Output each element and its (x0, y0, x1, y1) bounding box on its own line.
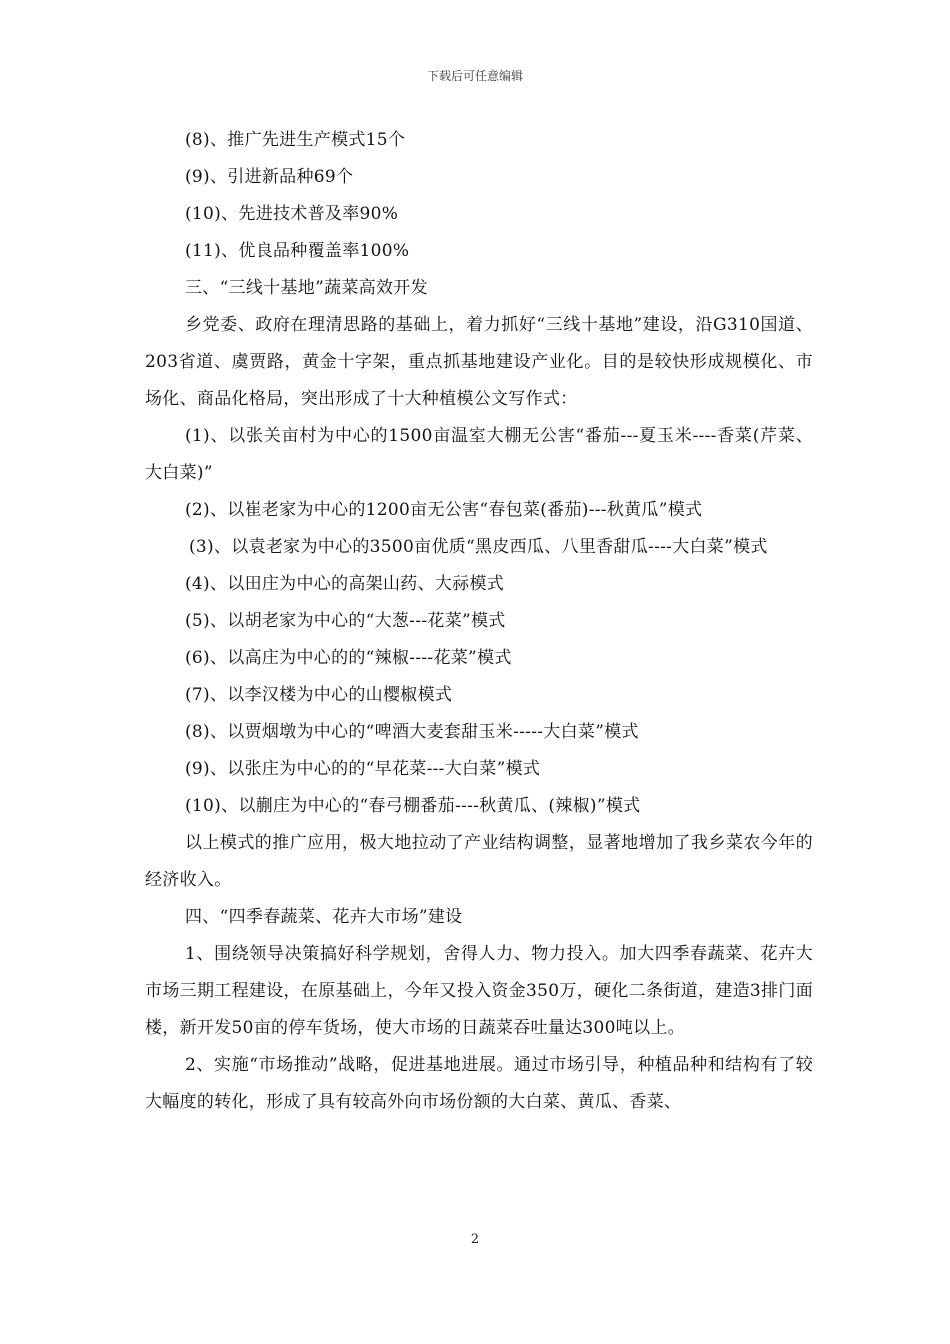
paragraph: 1、围绕领导决策搞好科学规划，舍得人力、物力投入。加大四季春蔬菜、花卉大市场三期工程建设，在原基础上，今年又投入资金350万，硬化二条街道，建造3排门面楼，新开发50亩的停车货场，使大市场的日蔬菜吞吐量达300吨以上。 (145, 944, 813, 1038)
paragraph: 以上模式的推广应用，极大地拉动了产业结构调整，显著地增加了我乡菜农今年的经济收入。 (145, 833, 813, 890)
paragraph: (6)、以高庄为中心的的“辣椒----花菜”模式 (185, 648, 512, 668)
paragraph: (5)、以胡老家为中心的“大葱---花菜”模式 (185, 611, 506, 631)
paragraph: (10)、先进技术普及率90% (185, 204, 399, 224)
paragraph: (10)、以蒯庄为中心的“春弓棚番茄----秋黄瓜、(辣椒)”模式 (185, 796, 641, 816)
paragraph: 乡党委、政府在理清思路的基础上，着力抓好“三线十基地”建设，沿G310国道、203省道、虞贾路，黄金十字架，重点抓基地建设产业化。目的是较快形成规模化、市场化、商品化格局，突出形成了十大种植模公文写作式： (145, 315, 813, 409)
document-body (145, 122, 813, 1121)
page-header-note: 下载后可任意编辑 (426, 69, 523, 83)
paragraph: 2、实施“市场推动”战略，促进基地进展。通过市场引导，种植品种和结构有了较大幅度的转化，形成了具有较高外向市场份额的大白菜、黄瓜、香菜、 (145, 1055, 813, 1112)
paragraph: (9)、以张庄为中心的的“早花菜---大白菜”模式 (185, 759, 541, 779)
paragraph: (3)、以袁老家为中心的3500亩优质“黑皮西瓜、八里香甜瓜----大白菜”模式 (189, 537, 768, 557)
paragraph: (8)、推广先进生产模式15个 (185, 130, 406, 150)
paragraph: (7)、以李汉楼为中心的山樱椒模式 (185, 685, 453, 705)
paragraph: (11)、优良品种覆盖率100% (185, 241, 410, 261)
paragraph: (9)、引进新品种69个 (185, 167, 354, 187)
section-heading: 三、“三线十基地”蔬菜高效开发 (185, 278, 428, 298)
section-heading: 四、“四季春蔬菜、花卉大市场”建设 (185, 907, 463, 927)
paragraph: (2)、以崔老家为中心的1200亩无公害“春包菜(番茄)---秋黄瓜”模式 (185, 500, 703, 520)
paragraph: (1)、以张关亩村为中心的1500亩温室大棚无公害“番茄---夏玉米----香菜(芹菜、大白菜)” (145, 426, 813, 483)
paragraph: (8)、以贾烟墩为中心的“啤酒大麦套甜玉米-----大白菜”模式 (185, 722, 639, 742)
page-number: 2 (470, 1232, 480, 1247)
paragraph: (4)、以田庄为中心的高架山药、大祘模式 (185, 574, 505, 594)
